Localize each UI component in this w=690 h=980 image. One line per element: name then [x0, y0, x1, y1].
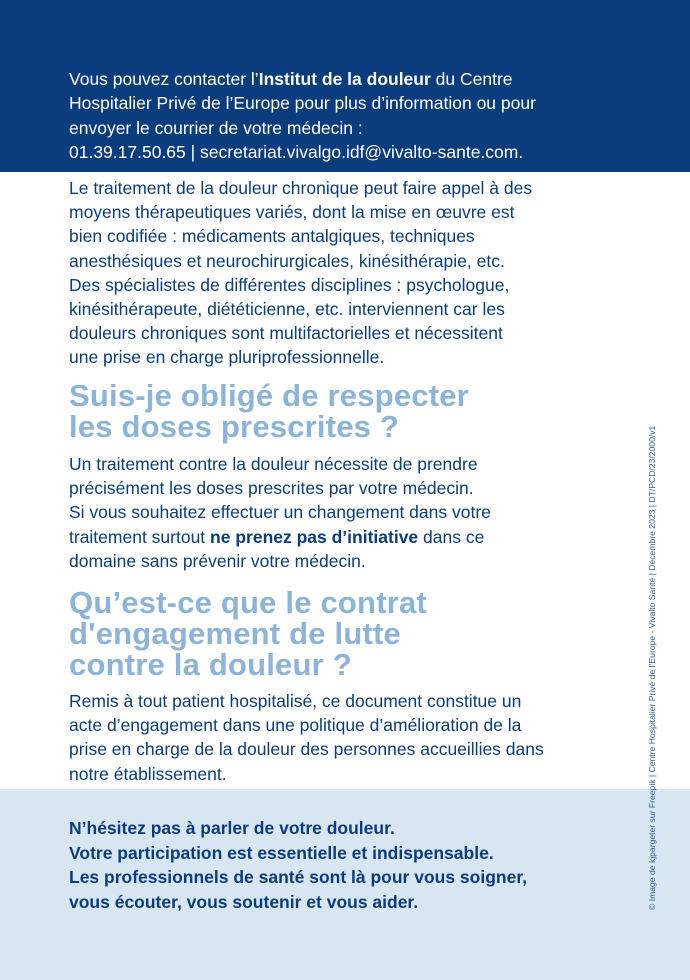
- contract-heading-line: Qu’est-ce que le contrat: [69, 585, 427, 620]
- contract-line: prise en charge de la douleur des personnes accueillies dans: [69, 739, 544, 760]
- closing-line: N’hésitez pas à parler de votre douleur.: [69, 818, 395, 838]
- doses-line: Un traitement contre la douleur nécessite de prendre: [69, 454, 478, 474]
- intro-line: Des spécialistes de différentes disciplines : psychologue,: [69, 274, 510, 295]
- contract-heading-line: contre la douleur ?: [69, 647, 352, 682]
- intro-paragraph: [69, 176, 629, 370]
- closing-line: vous écouter, vous soutenir et vous aider.: [69, 891, 419, 912]
- doses-line-end: dans ce: [418, 526, 485, 547]
- doses-line: [69, 525, 629, 549]
- doses-paragraph: [69, 452, 629, 573]
- doses-line-start: traitement surtout: [69, 526, 211, 547]
- doses-heading-line: Suis-je obligé de respecter: [69, 378, 469, 413]
- doses-line: précisément les doses prescrites par votre médecin.: [69, 478, 474, 499]
- contact-line-3: envoyer le courrier de votre médecin :: [69, 117, 363, 138]
- intro-line: moyens thérapeutiques variés, dont la mise en œuvre est: [69, 202, 515, 223]
- contact-intro: Vous pouvez contacter l’: [69, 69, 259, 89]
- contract-paragraph: [69, 689, 629, 786]
- contact-phone-email: 01.39.17.50.65 | secretariat.vivalgo.idf@vivalto-sante.com.: [69, 141, 524, 162]
- intro-line: douleurs chroniques sont multifactorielles et nécessitent: [69, 323, 503, 344]
- contract-heading-line: d'engagement de lutte: [69, 616, 401, 651]
- no-initiative-emphasis: ne prenez pas d’initiative: [210, 526, 419, 547]
- intro-line: une prise en charge pluriprofessionnelle.: [69, 347, 385, 368]
- closing-line: Les professionnels de santé sont là pour vous soigner,: [69, 867, 528, 887]
- doses-line: Si vous souhaitez effectuer un changement dans votre: [69, 502, 491, 523]
- contract-heading: [69, 587, 629, 680]
- contract-line: Remis à tout patient hospitalisé, ce document constitue un: [69, 691, 522, 711]
- contract-line: acte d’engagement dans une politique d’amélioration de la: [69, 715, 522, 736]
- intro-line: anesthésiques et neurochirurgicales, kinésithérapie, etc.: [69, 250, 505, 271]
- closing-message: [69, 816, 629, 914]
- contact-line-1-end: du Centre: [430, 69, 513, 89]
- doses-heading-line: les doses prescrites ?: [69, 409, 400, 444]
- contact-block: [69, 67, 649, 164]
- image-credit: © Image de kjpargeter sur Freepik | Centre Hospitalier Privé de l’Europe - Vivalto Santé | Décembre 2023 | DT/PCD/23/2000/v1: [647, 425, 657, 910]
- doses-line: domaine sans prévenir votre médecin.: [69, 550, 366, 571]
- closing-line: Votre participation est essentielle et indispensable.: [69, 842, 494, 863]
- intro-line: kinésithérapeute, diététicienne, etc. interviennent car les: [69, 299, 505, 320]
- contract-line: notre établissement.: [69, 763, 227, 784]
- intro-line: bien codifiée : médicaments antalgiques, techniques: [69, 226, 475, 247]
- contact-line-1: [69, 67, 649, 91]
- institute-name: Institut de la douleur: [258, 69, 431, 89]
- contact-line-2: Hospitalier Privé de l’Europe pour plus d’information ou pour: [69, 93, 536, 114]
- intro-line: Le traitement de la douleur chronique peut faire appel à des: [69, 178, 533, 198]
- doses-heading: [69, 380, 629, 442]
